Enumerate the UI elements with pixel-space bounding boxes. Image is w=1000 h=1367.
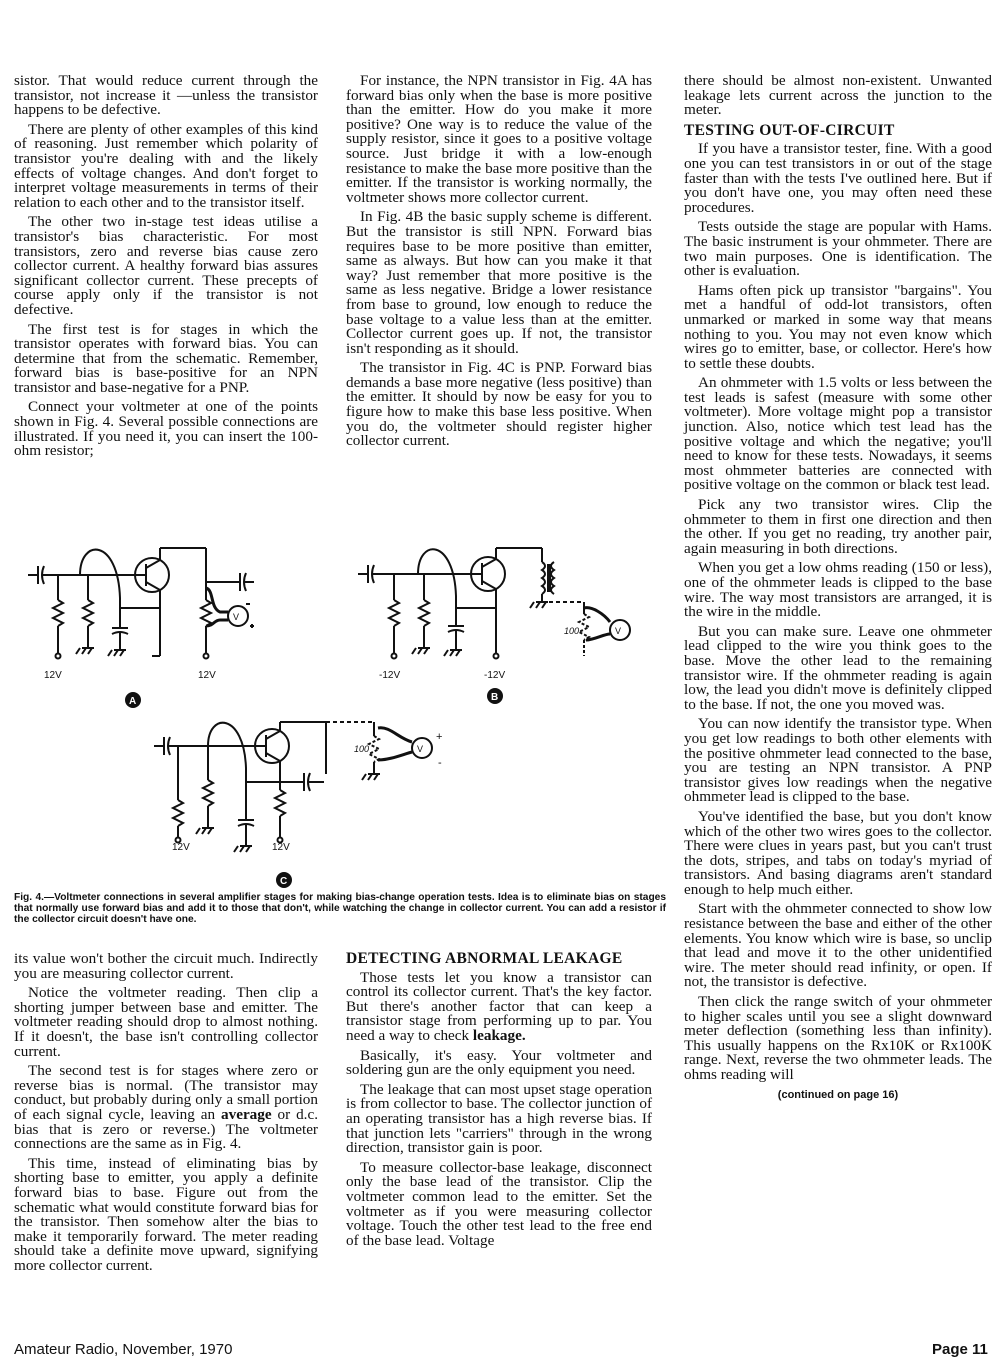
- label-neg-12v: -12V: [379, 670, 401, 681]
- plus-sign: +: [436, 731, 443, 743]
- label-12v: 12V: [198, 670, 216, 681]
- paragraph: there should be almost non-existent. Unwanted leakage lets current across the junction to the meter.: [684, 72, 992, 119]
- resistor-label: 100: [354, 744, 370, 754]
- paragraph: The first test is for stages in which the transistor operates with forward bias. You can determine that from the schematic. Remember, forward bias is base-positive for an NPN transistor and base-negative for a PNP.: [14, 320, 318, 396]
- label-a: A: [129, 696, 137, 707]
- paragraph: sistor. That would reduce current through the transistor, not increase it —unless the transistor happens to be defective.: [14, 72, 318, 119]
- emphasis: average: [221, 1105, 272, 1123]
- resistor-label: 100: [564, 626, 580, 636]
- paragraph: But you can make sure. Leave one ohmmeter lead clipped to the wire you think goes to the base. Move the other lead to the remaining transistor wire. If the ohmmeter reading is again low, the lead you didn't move is definitely clipped to the base. If not, the one you moved was.: [684, 622, 992, 713]
- schematic-c: [154, 722, 432, 852]
- paragraph: This time, instead of eliminating bias by shorting base to emitter, you apply a definite forward bias to base. Figure out from the schematic what would constitute forward bias for the transistor. Then somehow alter the bias to make it temporarily forward. The meter reading should take a definite move upward, signifying more collector current.: [14, 1154, 318, 1274]
- label-c: C: [280, 876, 288, 887]
- paragraph: To measure collector-base leakage, disconnect only the base lead of the transistor. Clip the voltmeter common lead to the emitter. Set the voltmeter as if you were measuring collector voltage. Touch the other test lead to the free end of the base lead. Voltage: [346, 1158, 652, 1249]
- label-b: B: [491, 692, 499, 703]
- paragraph: [346, 968, 652, 1044]
- paragraph: Tests outside the stage are popular with Hams. The basic instrument is your ohmmeter. There are two main purposes. One is identification. The other is evaluation.: [684, 218, 992, 280]
- paragraph: There are plenty of other examples of this kind of reasoning. Just remember which polarity of transistor you're dealing with and the likely effects of voltage changes. And don't forget to interpret voltage measurements in terms of their relation to each other and to the transistor itself.: [14, 120, 318, 211]
- paragraph: Hams often pick up transistor "bargains". You met a handful of odd-lot transistors, often unmarked or marked in some way that means nothing to you. You may not even know which wires go to emitter, base, or collector. Here's how to settle these doubts.: [684, 281, 992, 372]
- paragraph: If you have a transistor tester, fine. With a good one you can test transistors in or out of the stage faster than with the tests I've outlined here. But if you don't have one, you may often need these procedures.: [684, 140, 992, 216]
- paragraph: Then click the range switch of your ohmmeter to higher scales until you see a slight downward meter deflection (something less than infinity). This usually happens on the Rx10K or Rx100K range. Next, reverse the two ohmmeter leads. The ohms reading will: [684, 993, 992, 1083]
- continued-note: (continued on page 16): [777, 1088, 899, 1101]
- section-heading: DETECTING ABNORMAL LEAKAGE: [346, 950, 623, 967]
- text: The second test is for stages where zero or reverse bias is normal. (The transistor may conduct, but probably during only a small portion of each signal cycle, leaving an: [14, 1062, 318, 1123]
- label-12v: 12V: [272, 842, 290, 853]
- meter-label: V: [615, 626, 622, 636]
- footer-publication: Amateur Radio, November, 1970: [14, 1341, 233, 1358]
- paragraph: When you get a low ohms reading (150 or less), one of the ohmmeter leads is clipped to the base wire. The way most transistors are arranged, it is the wire in the middle.: [684, 559, 992, 621]
- column-1-bottom: [14, 952, 318, 1278]
- emphasis: leakage.: [472, 1026, 526, 1044]
- paragraph: You've identified the base, but you don't know which of the other two wires goes to the collector. There were clues in years past, but you can't trust the dots, stripes, and tabs on today's myriad of transistors. And basing diagrams aren't standard enough to help much either.: [684, 807, 992, 898]
- label-12v: 12V: [44, 670, 62, 681]
- schematic-b: [358, 548, 630, 659]
- figure-4: [14, 528, 666, 888]
- paragraph: The leakage that can most upset stage operation is from collector to base. The collector junction of an operating transistor has a high reverse bias. If that junction lets "carriers" through in the wrong direction, transistor gain is poor.: [346, 1080, 652, 1157]
- label-12v: 12V: [172, 842, 190, 853]
- paragraph: You can now identify the transistor type. When you get low readings to both other elements with the positive ohmmeter lead connected to the base, you are testing an NPN transistor. A PNP transistor gives low readings when the negative ohmmeter lead is clipped to the base.: [684, 715, 992, 806]
- paragraph: Start with the ohmmeter connected to show low resistance between the base and either of the other elements. You know which wire is base, so unclip that lead and move it to the other unidentified wire. The meter should read infinity, or open. If not, the transistor is defective.: [684, 900, 992, 991]
- paragraph: [14, 1064, 318, 1152]
- paragraph: The transistor in Fig. 4C is PNP. Forward bias demands a base more negative (less positive) than the emitter. It should by now be easy for you to figure how to make this base less positive. When you do, the voltmeter should register higher collector current.: [346, 359, 652, 450]
- meter-label: V: [417, 744, 424, 754]
- minus-sign: -: [438, 757, 442, 769]
- column-1-top: [14, 74, 318, 464]
- paragraph: Basically, it's easy. Your voltmeter and soldering gun are the only equipment you need.: [346, 1046, 652, 1079]
- paragraph: Pick any two transistor wires. Clip the ohmmeter to them in first one direction and then the other. If you get no reading, try another pair, again measuring in both directions.: [684, 496, 992, 557]
- paragraph: For instance, the NPN transistor in Fig. 4A has forward bias only when the base is more positive than the emitter. How do you make it more positive? One way is to reduce the value of the supply resistor, since it goes to a positive voltage source. Just bridge it with a low-enough resistance to make the base more positive than the emitter. If the transistor is working normally, the voltmeter shows more collector current.: [346, 72, 652, 206]
- text: or d.c. bias that is zero or reverse.) The voltmeter connections are the same as in Fig. 4.: [14, 1105, 319, 1153]
- text: Those tests let you know a transistor can control its collector current. That's the key factor. But there's another factor that can keep a transistor stage from performing up to par. You need a way to check: [346, 968, 652, 1044]
- paragraph: its value won't bother the circuit much. Indirectly you are measuring collector current.: [14, 950, 318, 982]
- paragraph: An ohmmeter with 1.5 volts or less between the test leads is safest (measure with some other voltmeter). More voltage might pop a transistor junction. Also, notice which test lead has the positive voltage and which the negative; you'll need to know for these tests. Nowadays, it seems most ohmmeter batteries are connected with positive voltage on the common or black test lead.: [684, 374, 992, 494]
- label-neg-12v: -12V: [484, 670, 506, 681]
- paragraph: In Fig. 4B the basic supply scheme is different. But the transistor is still NPN. Forward bias requires base to be more positive than emitter, same as always. But how can you make it that way? Just remember that more positive is the same as less negative. Bridge a lower resistance from base to ground, low enough to reduce the base voltage to a value less than at the emitter. Collector current goes up. If not, the transistor isn't responding as it should.: [346, 208, 652, 357]
- column-3: [684, 74, 992, 1107]
- schematic-a: [28, 548, 254, 659]
- paragraph: Connect your voltmeter at one of the points shown in Fig. 4. Several possible connections are illustrated. If you need it, you can insert the 100-ohm resistor;: [14, 398, 318, 460]
- figure-caption: Fig. 4.—Voltmeter connections in several amplifier stages for making bias-change operation tests. Idea is to eliminate bias on stages that normally use forward bias and add it to those that don't, while watching the change in collector current. You can add a resistor if the collector circuit doesn't have one.: [14, 892, 666, 925]
- column-2-top: [346, 74, 652, 454]
- paragraph: The other two in-stage test ideas utilise a transistor's bias characteristic. For most transistors, zero and reverse bias cause zero collector current. A healthy forward bias assures significant collector current. These precepts of course apply only if the transistor is not defective.: [14, 213, 318, 318]
- paragraph: Notice the voltmeter reading. Then clip a shorting jumper between base and emitter. The voltmeter reading should drop to almost nothing. If it doesn't, the base isn't controlling collector current.: [14, 984, 318, 1060]
- column-2-bottom: [346, 946, 652, 1253]
- footer-page-number: Page 11: [932, 1341, 988, 1358]
- meter-label: V: [233, 612, 240, 622]
- section-heading: TESTING OUT-OF-CIRCUIT: [684, 121, 895, 139]
